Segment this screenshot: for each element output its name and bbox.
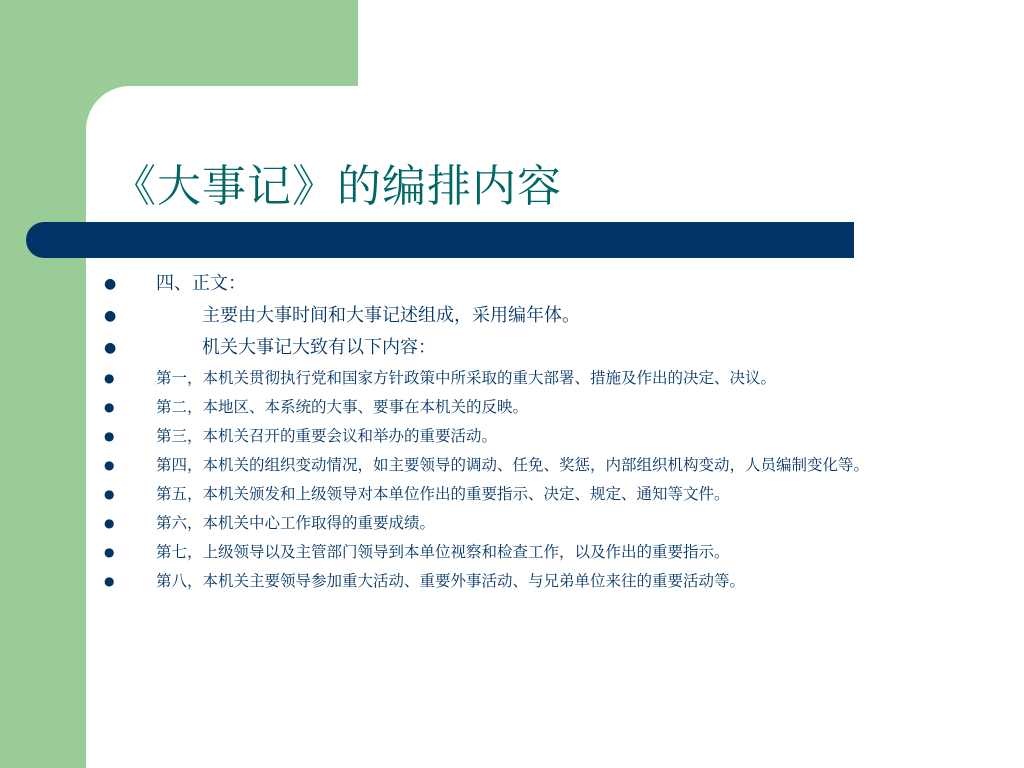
list-item bbox=[104, 513, 946, 533]
bullet-icon: ● bbox=[104, 545, 115, 559]
bullet-icon: ● bbox=[104, 340, 117, 356]
list-item bbox=[104, 272, 964, 296]
bullet-icon: ● bbox=[104, 400, 115, 414]
list-item-text: 主要由大事时间和大事记述组成，采用编年体。 bbox=[202, 305, 580, 326]
bullet-icon: ● bbox=[104, 429, 115, 443]
bullet-icon: ● bbox=[104, 516, 115, 530]
title-underline-bar bbox=[26, 222, 854, 258]
bullet-icon: ● bbox=[104, 308, 117, 324]
list-item bbox=[104, 397, 946, 417]
bullet-icon: ● bbox=[104, 371, 115, 385]
list-item-text: 第六，本机关中心工作取得的重要成绩。 bbox=[156, 514, 436, 532]
list-item-text: 机关大事记大致有以下内容： bbox=[202, 337, 436, 358]
bullet-list bbox=[104, 272, 964, 600]
slide-title: 《大事记》的编排内容 bbox=[112, 161, 562, 212]
list-item bbox=[104, 336, 964, 360]
list-item-text: 第四，本机关的组织变动情况，如主要领导的调动、任免、奖惩，内部组织机构变动，人员编制变化等。 bbox=[156, 456, 870, 474]
bullet-icon: ● bbox=[104, 276, 117, 292]
list-item bbox=[104, 304, 964, 328]
list-item-text: 四、正文： bbox=[156, 273, 246, 294]
list-item-text: 第八，本机关主要领导参加重大活动、重要外事活动、与兄弟单位来往的重要活动等。 bbox=[156, 572, 746, 590]
bullet-icon: ● bbox=[104, 574, 115, 588]
list-item bbox=[104, 368, 946, 388]
list-item-text: 第二，本地区、本系统的大事、要事在本机关的反映。 bbox=[156, 398, 529, 416]
list-item bbox=[104, 426, 946, 446]
bullet-icon: ● bbox=[104, 487, 115, 501]
list-item bbox=[104, 484, 946, 504]
list-item bbox=[104, 455, 946, 475]
list-item bbox=[104, 542, 946, 562]
bullet-icon: ● bbox=[104, 458, 115, 472]
list-item-text: 第七，上级领导以及主管部门领导到本单位视察和检查工作，以及作出的重要指示。 bbox=[156, 543, 730, 561]
list-item-text: 第五，本机关颁发和上级领导对本单位作出的重要指示、决定、规定、通知等文件。 bbox=[156, 485, 730, 503]
list-item bbox=[104, 571, 946, 591]
list-item-text: 第三，本机关召开的重要会议和举办的重要活动。 bbox=[156, 427, 498, 445]
list-item-text: 第一，本机关贯彻执行党和国家方针政策中所采取的重大部署、措施及作出的决定、决议。 bbox=[156, 369, 777, 387]
